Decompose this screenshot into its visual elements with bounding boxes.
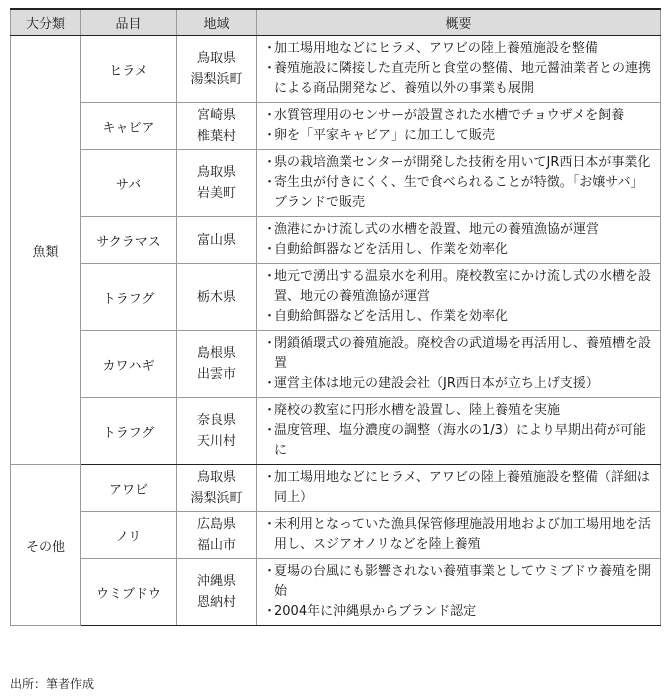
- region-line: 湯梨浜町: [190, 491, 243, 506]
- region-cell: [177, 465, 257, 512]
- summary-bullet: [263, 59, 654, 99]
- header-category: 大分類: [11, 9, 81, 36]
- bullet-text: 加工場用地などにヒラメ、アワビの陸上養殖施設を整備（詳細は同上）: [274, 470, 650, 505]
- bullet-text: 養殖施設に隣接した直売所と食堂の整備、地元醤油業者との連携による商品開発など、養殖以外の事業も展開: [274, 61, 652, 96]
- summary-bullet: [263, 468, 654, 508]
- region-line: 宮崎県: [196, 108, 236, 123]
- bullet-dot: ・: [263, 222, 277, 237]
- item-cell: ノリ: [81, 512, 177, 559]
- item-cell: トラフグ: [81, 398, 177, 465]
- table-row: [11, 217, 661, 264]
- bullet-dot: ・: [263, 376, 277, 391]
- summary-cell: [257, 512, 661, 559]
- bullet-text: 卵を「平家キャビア」に加工して販売: [274, 128, 496, 143]
- item-cell: アワビ: [81, 465, 177, 512]
- summary-bullet: [263, 153, 654, 173]
- region-line: 福山市: [196, 538, 236, 553]
- bullet-dot: ・: [263, 309, 277, 324]
- bullet-text: 閉鎖循環式の養殖施設。廃校舎の武道場を再活用し、養殖槽を設置: [274, 336, 652, 371]
- region-line: 恩納村: [196, 595, 236, 610]
- region-cell: [177, 217, 257, 264]
- header-summary: 概要: [257, 9, 661, 36]
- table-row: [11, 512, 661, 559]
- bullet-dot: ・: [263, 108, 277, 123]
- summary-bullet: [263, 401, 654, 421]
- summary-bullet: [263, 334, 654, 374]
- item-cell: ヒラメ: [81, 36, 177, 103]
- table-row: [11, 150, 661, 217]
- summary-bullet: [263, 173, 654, 213]
- bullet-dot: ・: [263, 470, 277, 485]
- bullet-dot: ・: [263, 242, 277, 257]
- summary-cell: [257, 331, 661, 398]
- bullet-dot: ・: [263, 269, 277, 284]
- summary-bullet: [263, 307, 654, 327]
- region-line: 島根県: [196, 346, 236, 361]
- region-line: 栃木県: [196, 289, 236, 305]
- bullet-text: 漁港にかけ流し式の水槽を設置、地元の養殖漁協が運営: [274, 222, 600, 237]
- table-body: [11, 36, 661, 626]
- summary-bullet: [263, 421, 654, 461]
- bullet-text: 廃校の教室に円形水槽を設置し、陸上養殖を実施: [274, 403, 561, 418]
- table-row: [11, 465, 661, 512]
- summary-bullet: [263, 220, 654, 240]
- category-cell: 魚類: [11, 36, 81, 465]
- table-row: [11, 103, 661, 150]
- summary-bullet: [263, 126, 654, 146]
- table-row: [11, 36, 661, 103]
- bullet-dot: ・: [263, 155, 277, 170]
- summary-bullet: [263, 39, 654, 59]
- bullet-dot: ・: [263, 61, 277, 76]
- bullet-dot: ・: [263, 128, 277, 143]
- region-cell: [177, 36, 257, 103]
- region-cell: [177, 331, 257, 398]
- bullet-dot: ・: [263, 604, 277, 619]
- bullet-text: 水質管理用のセンサーが設置された水槽でチョウザメを飼養: [274, 108, 625, 123]
- region-line: 鳥取県: [196, 51, 236, 66]
- item-cell: ウミブドウ: [81, 559, 177, 626]
- region-line: 広島県: [196, 517, 236, 532]
- bullet-dot: ・: [263, 175, 277, 190]
- bullet-dot: ・: [263, 423, 277, 438]
- bullet-text: 地元で湧出する温泉水を利用。廃校教室にかけ流し式の水槽を設置、地元の養殖漁協が運営: [274, 269, 652, 304]
- bullet-dot: ・: [263, 336, 277, 351]
- region-line: 富山県: [196, 232, 236, 248]
- region-cell: [177, 398, 257, 465]
- region-line: 出雲市: [196, 367, 236, 382]
- summary-cell: [257, 264, 661, 331]
- table-row: [11, 264, 661, 331]
- summary-cell: [257, 398, 661, 465]
- region-cell: [177, 512, 257, 559]
- table-header-row: [11, 9, 661, 36]
- source-note: 出所：筆者作成: [10, 677, 95, 691]
- item-cell: サバ: [81, 150, 177, 217]
- summary-bullet: [263, 374, 654, 394]
- bullet-text: 夏場の台風にも影響されない養殖事業としてウミブドウ養殖を開始: [274, 564, 652, 599]
- region-cell: [177, 103, 257, 150]
- bullet-text: 加工場用地などにヒラメ、アワビの陸上養殖施設を整備: [274, 41, 598, 56]
- summary-cell: [257, 36, 661, 103]
- region-cell: [177, 150, 257, 217]
- aquaculture-table: [10, 8, 661, 626]
- bullet-text: 県の栽培漁業センターが開発した技術を用いてJR西日本が事業化: [274, 155, 651, 170]
- region-line: 天川村: [196, 434, 236, 449]
- summary-bullet: [263, 602, 654, 622]
- table-row: [11, 559, 661, 626]
- summary-cell: [257, 150, 661, 217]
- region-line: 岩美町: [196, 186, 236, 201]
- table-row: [11, 331, 661, 398]
- table-row: [11, 398, 661, 465]
- region-line: 椎葉村: [196, 129, 236, 144]
- region-line: 鳥取県: [196, 470, 236, 485]
- summary-cell: [257, 465, 661, 512]
- bullet-text: 自動給餌器などを活用し、作業を効率化: [274, 242, 509, 257]
- bullet-text: 2004年に沖縄県からブランド認定: [274, 604, 477, 619]
- summary-cell: [257, 217, 661, 264]
- summary-bullet: [263, 240, 654, 260]
- bullet-text: 自動給餌器などを活用し、作業を効率化: [274, 309, 509, 324]
- region-cell: [177, 559, 257, 626]
- summary-cell: [257, 103, 661, 150]
- bullet-dot: ・: [263, 564, 277, 579]
- region-line: 鳥取県: [196, 165, 236, 180]
- bullet-text: 寄生虫が付きにくく、生で食べられることが特徴。「お嬢サバ」ブランドで販売: [274, 175, 644, 210]
- summary-bullet: [263, 267, 654, 307]
- summary-bullet: [263, 106, 654, 126]
- bullet-text: 温度管理、塩分濃度の調整（海水の1/3）により早期出荷が可能に: [274, 423, 646, 458]
- item-cell: サクラマス: [81, 217, 177, 264]
- header-region: 地域: [177, 9, 257, 36]
- summary-cell: [257, 559, 661, 626]
- item-cell: キャビア: [81, 103, 177, 150]
- bullet-text: 未利用となっていた漁具保管修理施設用地および加工場用地を活用し、スジアオノリなどを陸上養殖: [274, 517, 652, 552]
- bullet-dot: ・: [263, 41, 277, 56]
- summary-bullet: [263, 515, 654, 555]
- header-item: 品目: [81, 9, 177, 36]
- summary-bullet: [263, 562, 654, 602]
- item-cell: トラフグ: [81, 264, 177, 331]
- item-cell: カワハギ: [81, 331, 177, 398]
- region-line: 湯梨浜町: [190, 72, 243, 87]
- bullet-text: 運営主体は地元の建設会社（JR西日本が立ち上げ支援）: [274, 376, 599, 391]
- region-cell: [177, 264, 257, 331]
- bullet-dot: ・: [263, 517, 277, 532]
- category-cell: その他: [11, 465, 81, 626]
- region-line: 奈良県: [196, 413, 236, 428]
- region-line: 沖縄県: [196, 574, 236, 589]
- bullet-dot: ・: [263, 403, 277, 418]
